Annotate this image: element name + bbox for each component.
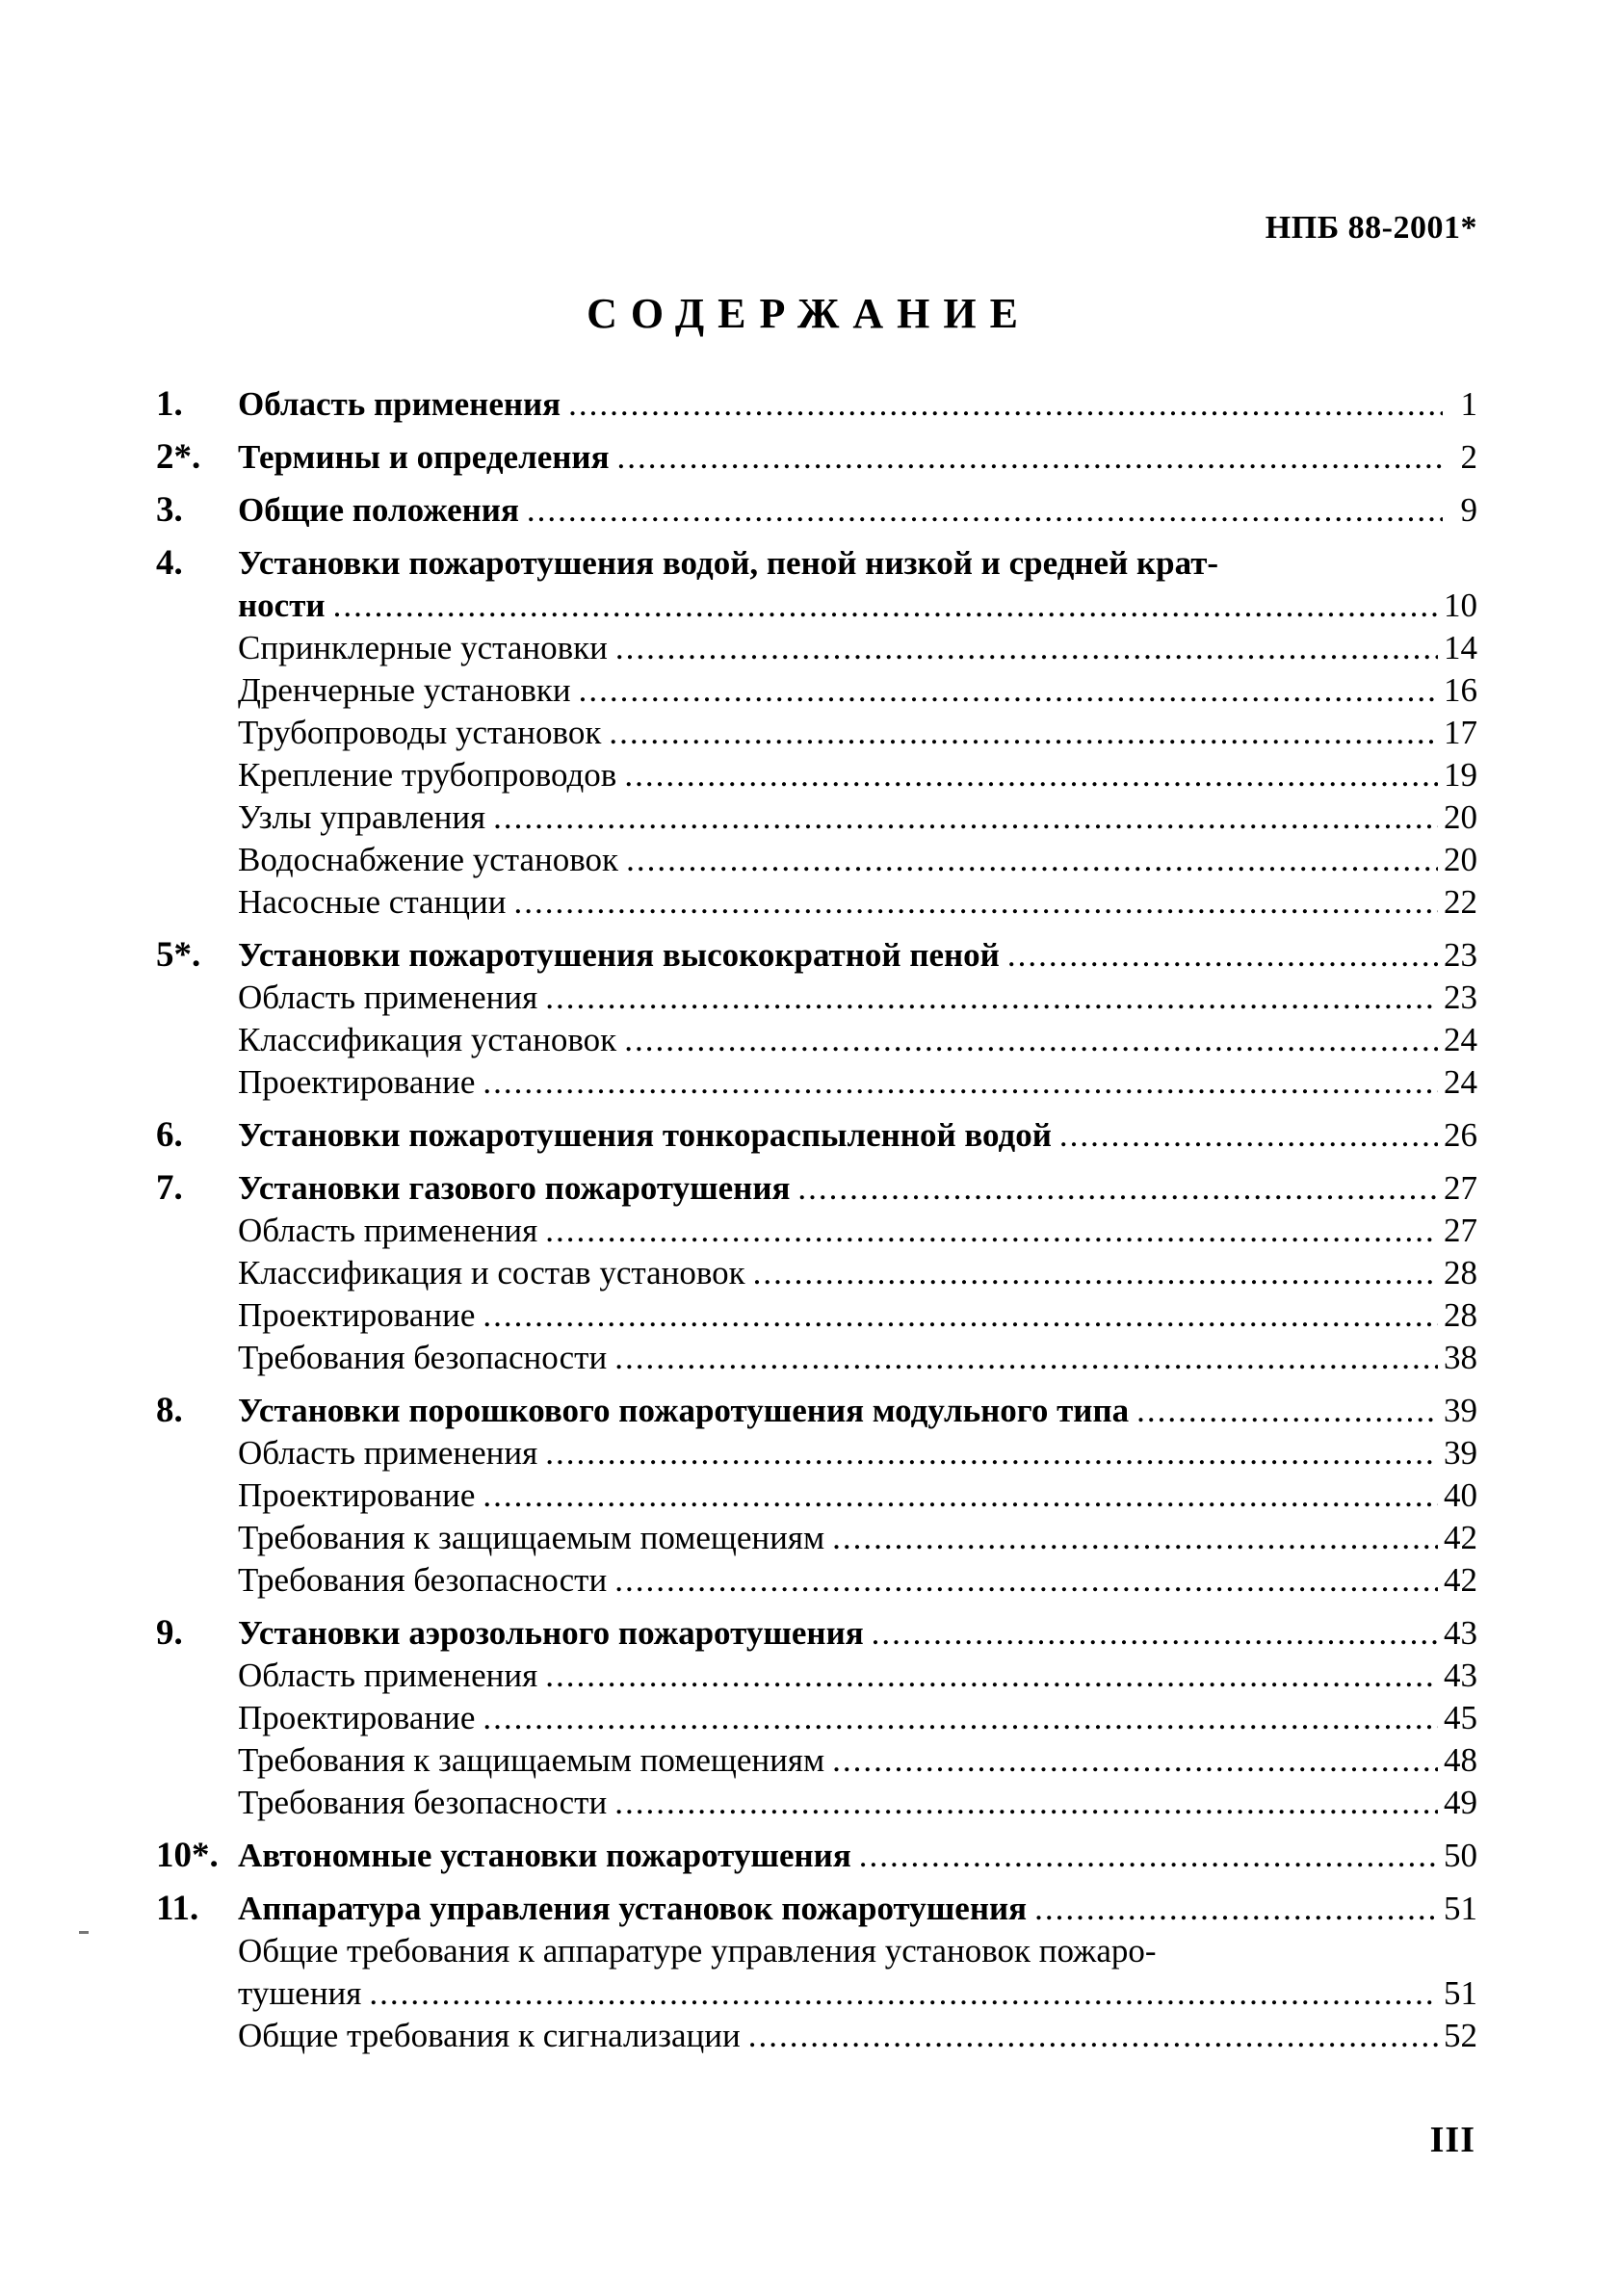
toc-page-number: 51 <box>1444 1974 1477 2012</box>
toc-entry-title: Узлы управления <box>238 798 486 836</box>
toc-dot-leader <box>624 1019 1438 1061</box>
toc-subsection-row <box>156 669 1477 712</box>
toc-entry <box>238 1390 1477 1432</box>
toc-section-row <box>156 542 1477 585</box>
toc-page-number: 20 <box>1444 841 1477 878</box>
toc-subsection-row <box>156 1061 1477 1104</box>
toc-dot-leader <box>545 1210 1438 1252</box>
toc-entry <box>238 489 1477 532</box>
toc-page-number: 9 <box>1460 491 1477 529</box>
toc-entry <box>238 1782 1477 1824</box>
toc-entry <box>238 1167 1477 1210</box>
toc-dot-leader <box>614 1559 1438 1602</box>
toc-dot-leader <box>832 1517 1438 1559</box>
toc-subsection-row <box>156 1210 1477 1252</box>
toc-entry <box>238 627 1477 669</box>
toc-entry-title: Классификация и состав установок <box>238 1254 745 1292</box>
toc-dot-leader <box>483 1697 1438 1739</box>
toc-dot-leader <box>1136 1390 1438 1432</box>
toc-subsection-row <box>156 2015 1477 2057</box>
toc-entry-title: Установки пожаротушения водой, пеной низкой и средней крат- <box>238 544 1219 582</box>
toc-page-number: 43 <box>1444 1657 1477 1694</box>
toc-subsection-row <box>156 1739 1477 1782</box>
toc-entry-title: Область применения <box>238 385 561 423</box>
toc-dot-leader <box>545 977 1438 1019</box>
toc-entry <box>238 1517 1477 1559</box>
toc-dot-leader <box>545 1655 1438 1697</box>
toc-section-row <box>156 1167 1477 1210</box>
toc-page-number: 27 <box>1444 1169 1477 1207</box>
toc-dot-leader <box>545 1432 1438 1474</box>
toc-entry <box>238 383 1477 426</box>
toc-entry <box>238 1612 1477 1655</box>
toc-section-number: 2*. <box>156 437 201 477</box>
toc-dot-leader <box>483 1061 1438 1104</box>
toc-dot-leader <box>1059 1114 1438 1157</box>
toc-section-number: 7. <box>156 1168 183 1208</box>
toc-dot-leader <box>493 796 1438 839</box>
toc-dot-leader <box>369 1972 1438 2015</box>
toc-section-number: 9. <box>156 1613 183 1653</box>
toc-entry-title: Общие требования к сигнализации <box>238 2017 741 2054</box>
toc-page-number: 22 <box>1444 883 1477 921</box>
toc-entry <box>238 1739 1477 1782</box>
toc-entry-title: Крепление трубопроводов <box>238 756 617 794</box>
toc-entry <box>238 1930 1477 1972</box>
toc-subsection-row <box>156 796 1477 839</box>
toc-dot-leader <box>609 712 1438 754</box>
toc-entry-title: Проектирование <box>238 1699 476 1736</box>
toc-section-row <box>156 436 1477 479</box>
toc-page-number: 39 <box>1444 1434 1477 1472</box>
toc-page-number: 51 <box>1444 1890 1477 1927</box>
page-number: III <box>1429 2120 1475 2160</box>
toc-page-number: 19 <box>1444 756 1477 794</box>
toc-dot-leader <box>568 383 1443 426</box>
toc-entry <box>238 542 1477 585</box>
toc-dot-leader <box>527 489 1443 532</box>
toc-page-number: 28 <box>1444 1296 1477 1334</box>
toc-entry <box>238 881 1477 924</box>
toc-entry <box>238 1294 1477 1337</box>
toc-subsection-row <box>156 1697 1477 1739</box>
toc-dot-leader <box>333 585 1438 627</box>
toc-entry <box>238 1061 1477 1104</box>
toc-dot-leader <box>514 881 1439 924</box>
toc-entry-title: Общие требования к аппаратуре управления установок пожаро- <box>238 1932 1157 1970</box>
toc-entry <box>238 1252 1477 1294</box>
toc-page-number: 27 <box>1444 1212 1477 1249</box>
toc-entry <box>238 796 1477 839</box>
toc-entry-title: Область применения <box>238 1434 538 1472</box>
toc-entry <box>238 669 1477 712</box>
toc-entry <box>238 712 1477 754</box>
toc-subsection-row <box>156 1972 1477 2015</box>
toc-entry-title: Требования безопасности <box>238 1339 608 1376</box>
toc-section-number: 4. <box>156 543 183 583</box>
toc-dot-leader <box>859 1835 1438 1877</box>
toc-page-number: 40 <box>1444 1476 1477 1514</box>
toc-entry-title: Общие положения <box>238 491 519 529</box>
toc-subsection-row <box>156 1517 1477 1559</box>
toc-entry-title: Требования безопасности <box>238 1784 608 1821</box>
toc-entry <box>238 1210 1477 1252</box>
toc-subsection-row <box>156 1019 1477 1061</box>
margin-mark <box>79 1931 89 1934</box>
toc-subsection-row <box>156 1782 1477 1824</box>
toc-page-number: 42 <box>1444 1561 1477 1599</box>
toc-entry <box>238 585 1477 627</box>
toc-entry-title: Требования безопасности <box>238 1561 608 1599</box>
toc-subsection-row <box>156 977 1477 1019</box>
toc-entry-title: Водоснабжение установок <box>238 841 619 878</box>
toc-subsection-row <box>156 881 1477 924</box>
toc-section-number: 5*. <box>156 935 201 975</box>
toc-entry <box>238 977 1477 1019</box>
table-of-contents <box>156 383 1477 2057</box>
toc-entry-title: Проектирование <box>238 1476 476 1514</box>
toc-entry-title: Проектирование <box>238 1296 476 1334</box>
toc-dot-leader <box>624 754 1438 796</box>
toc-entry <box>238 934 1477 977</box>
toc-entry <box>238 1972 1477 2015</box>
toc-entry <box>238 1474 1477 1517</box>
toc-heading: СОДЕРЖАНИЕ <box>587 290 1031 337</box>
toc-page-number: 39 <box>1444 1392 1477 1429</box>
toc-subsection-row <box>156 1559 1477 1602</box>
toc-dot-leader <box>832 1739 1438 1782</box>
toc-entry <box>238 1432 1477 1474</box>
toc-entry-title: Область применения <box>238 1212 538 1249</box>
toc-dot-leader <box>872 1612 1438 1655</box>
toc-section-number: 11. <box>156 1889 199 1928</box>
toc-section-number: 8. <box>156 1391 183 1430</box>
toc-dot-leader <box>1007 934 1438 977</box>
toc-entry-title: Установки газового пожаротушения <box>238 1169 791 1207</box>
toc-entry <box>238 1337 1477 1379</box>
toc-dot-leader <box>617 436 1443 479</box>
toc-section-row <box>156 1612 1477 1655</box>
toc-entry-title: Автономные установки пожаротушения <box>238 1837 851 1874</box>
toc-dot-leader <box>614 1782 1438 1824</box>
toc-dot-leader <box>626 839 1438 881</box>
toc-page-number: 23 <box>1444 978 1477 1016</box>
toc-entry-title: Классификация установок <box>238 1021 617 1058</box>
toc-entry <box>238 839 1477 881</box>
toc-entry-title: Требования к защищаемым помещениям <box>238 1519 825 1556</box>
toc-dot-leader <box>748 2015 1438 2057</box>
toc-subsection-row <box>156 839 1477 881</box>
toc-page-number: 20 <box>1444 798 1477 836</box>
toc-entry <box>238 2015 1477 2057</box>
toc-subsection-row <box>156 1930 1477 1972</box>
toc-entry <box>238 754 1477 796</box>
toc-entry-title: Аппаратура управления установок пожаротушения <box>238 1890 1028 1927</box>
toc-entry <box>238 1019 1477 1061</box>
toc-page-number: 38 <box>1444 1339 1477 1376</box>
toc-entry-title: Проектирование <box>238 1063 476 1101</box>
toc-section-number: 3. <box>156 490 183 530</box>
toc-page-number: 2 <box>1460 438 1477 476</box>
toc-subsection-row <box>156 627 1477 669</box>
toc-entry-title: Термины и определения <box>238 438 610 476</box>
toc-page-number: 52 <box>1444 2017 1477 2054</box>
toc-section-number: 6. <box>156 1115 183 1155</box>
toc-entry <box>238 1888 1477 1930</box>
toc-subsection-row <box>156 1294 1477 1337</box>
toc-dot-leader <box>614 1337 1438 1379</box>
toc-entry-title: Установки пожаротушения высокократной пеной <box>238 936 1000 974</box>
toc-subsection-row <box>156 1432 1477 1474</box>
toc-entry <box>238 1697 1477 1739</box>
toc-entry-title: Область применения <box>238 978 538 1016</box>
toc-page-number: 42 <box>1444 1519 1477 1556</box>
toc-page-number: 43 <box>1444 1614 1477 1652</box>
toc-page-number: 1 <box>1460 385 1477 423</box>
toc-page-number: 26 <box>1444 1116 1477 1154</box>
toc-page-number: 10 <box>1444 587 1477 624</box>
toc-entry-title: Установки порошкового пожаротушения модульного типа <box>238 1392 1130 1429</box>
toc-page-number: 45 <box>1444 1699 1477 1736</box>
toc-entry <box>238 1655 1477 1697</box>
toc-entry-title: Дренчерные установки <box>238 671 571 709</box>
toc-entry-title: Спринклерные установки <box>238 629 608 666</box>
toc-dot-leader <box>615 627 1438 669</box>
toc-subsection-row <box>156 712 1477 754</box>
toc-dot-leader <box>483 1294 1438 1337</box>
toc-subsection-row <box>156 1655 1477 1697</box>
toc-dot-leader <box>797 1167 1438 1210</box>
toc-dot-leader <box>753 1252 1438 1294</box>
toc-section-row <box>156 383 1477 426</box>
toc-section-row <box>156 1835 1477 1877</box>
toc-entry <box>238 1835 1477 1877</box>
toc-section-row <box>156 1390 1477 1432</box>
toc-dot-leader <box>579 669 1438 712</box>
toc-entry-title: Трубопроводы установок <box>238 714 602 751</box>
toc-entry <box>238 436 1477 479</box>
toc-entry-title: Область применения <box>238 1657 538 1694</box>
toc-subsection-row <box>156 1252 1477 1294</box>
toc-page-number: 17 <box>1444 714 1477 751</box>
toc-page-number: 28 <box>1444 1254 1477 1292</box>
toc-entry <box>238 1114 1477 1157</box>
toc-page-number: 49 <box>1444 1784 1477 1821</box>
toc-entry-title: ности <box>238 587 326 624</box>
toc-page-number: 48 <box>1444 1741 1477 1779</box>
toc-section-row <box>156 489 1477 532</box>
doc-code: НПБ 88-2001* <box>1265 210 1477 246</box>
toc-subsection-row <box>156 1337 1477 1379</box>
toc-entry-title: Насосные станции <box>238 883 507 921</box>
toc-entry <box>238 1559 1477 1602</box>
toc-section-number: 10*. <box>156 1836 219 1875</box>
toc-section-row <box>156 1114 1477 1157</box>
toc-page-number: 16 <box>1444 671 1477 709</box>
toc-page-number: 14 <box>1444 629 1477 666</box>
toc-subsection-row <box>156 1474 1477 1517</box>
toc-entry-title: тушения <box>238 1974 362 2012</box>
toc-section-row <box>156 1888 1477 1930</box>
toc-entry-title: Требования к защищаемым помещениям <box>238 1741 825 1779</box>
toc-entry-title: Установки пожаротушения тонкораспыленной водой <box>238 1116 1052 1154</box>
toc-page-number: 24 <box>1444 1021 1477 1058</box>
toc-page-number: 24 <box>1444 1063 1477 1101</box>
toc-page-number: 23 <box>1444 936 1477 974</box>
toc-subsection-row <box>156 585 1477 627</box>
toc-dot-leader <box>1034 1888 1438 1930</box>
toc-section-row <box>156 934 1477 977</box>
toc-entry-title: Установки аэрозольного пожаротушения <box>238 1614 864 1652</box>
toc-subsection-row <box>156 754 1477 796</box>
toc-dot-leader <box>483 1474 1438 1517</box>
toc-page-number: 50 <box>1444 1837 1477 1874</box>
toc-section-number: 1. <box>156 384 183 424</box>
